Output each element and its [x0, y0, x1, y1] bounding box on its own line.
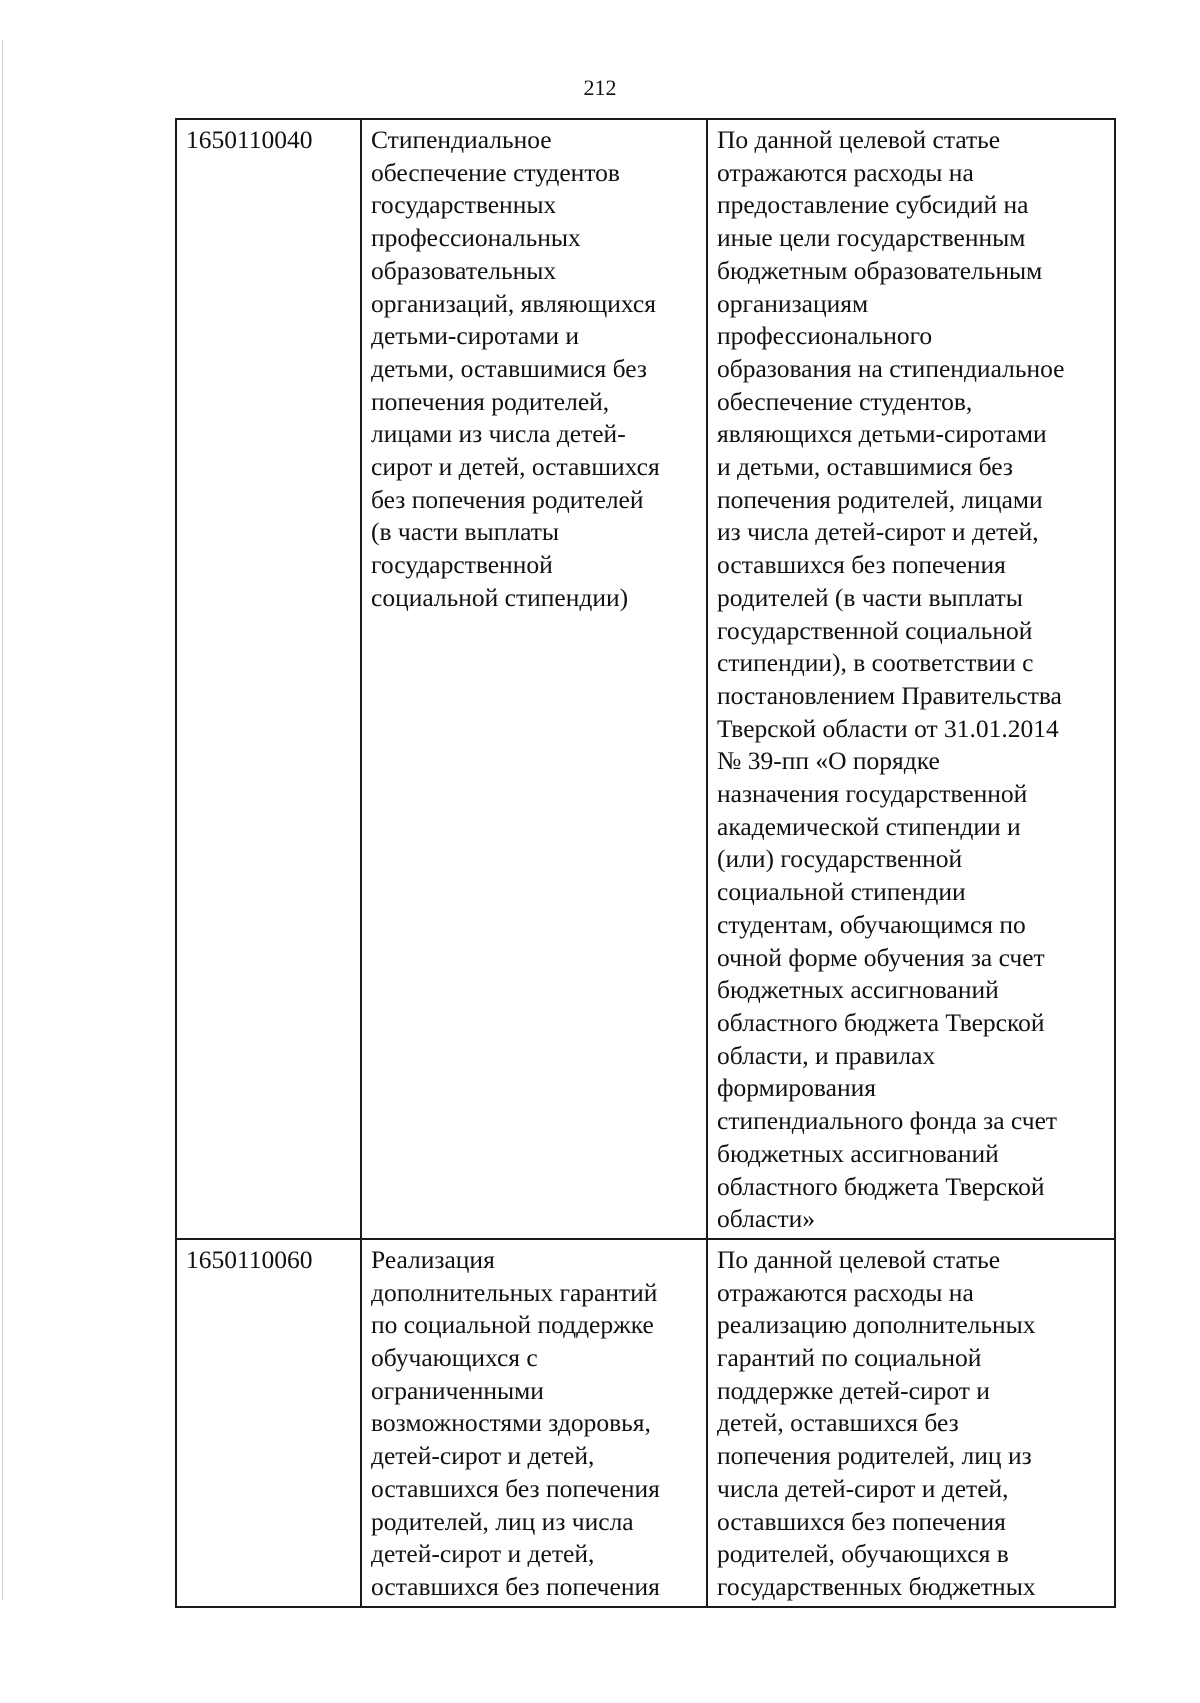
target-article-description: По данной целевой статье отражаются расходы на реализацию дополнительных гарантий по социальной поддержке детей-сирот и детей, оставшихся без попечения родителей, лиц из числа детей-сирот и детей, оставшихся без попечения родителей, обучающихся в государственных бюджетных	[707, 1239, 1115, 1607]
budget-classification-table	[175, 118, 1116, 1608]
target-article-code: 1650110040	[176, 119, 361, 1239]
target-article-name: Реализация дополнительных гарантий по социальной поддержке обучающихся с ограниченными возможностями здоровья, детей-сирот и детей, оставшихся без попечения родителей, лиц из числа детей-сирот и детей, оставшихся без попечения	[361, 1239, 707, 1607]
table-row	[176, 119, 1115, 1239]
table-row	[176, 1239, 1115, 1607]
target-article-code: 1650110060	[176, 1239, 361, 1607]
target-article-description: По данной целевой статье отражаются расходы на предоставление субсидий на иные цели государственным бюджетным образовательным организациям профессионального образования на стипендиальное обеспечение студентов, являющихся детьми-сиротами и детьми, оставшимися без попечения родителей, лицами из числа детей-сирот и детей, оставшихся без попечения родителей (в части выплаты государственной социальной стипендии), в соответствии с постановлением Правительства Тверской области от 31.01.2014 № 39-пп «О порядке назначения государственной академической стипендии и (или) государственной социальной стипендии студентам, обучающимся по очной форме обучения за счет бюджетных ассигнований областного бюджета Тверской области, и правилах формирования стипендиального фонда за счет бюджетных ассигнований областного бюджета Тверской области»	[707, 119, 1115, 1239]
page-number: 212	[583, 75, 617, 100]
scan-edge-line	[2, 40, 3, 1600]
target-article-name: Стипендиальное обеспечение студентов государственных профессиональных образовательных организаций, являющихся детьми-сиротами и детьми, оставшимися без попечения родителей, лицами из числа детей- сирот и детей, оставшихся без попечения родителей (в части выплаты государственной социальной стипендии)	[361, 119, 707, 1239]
